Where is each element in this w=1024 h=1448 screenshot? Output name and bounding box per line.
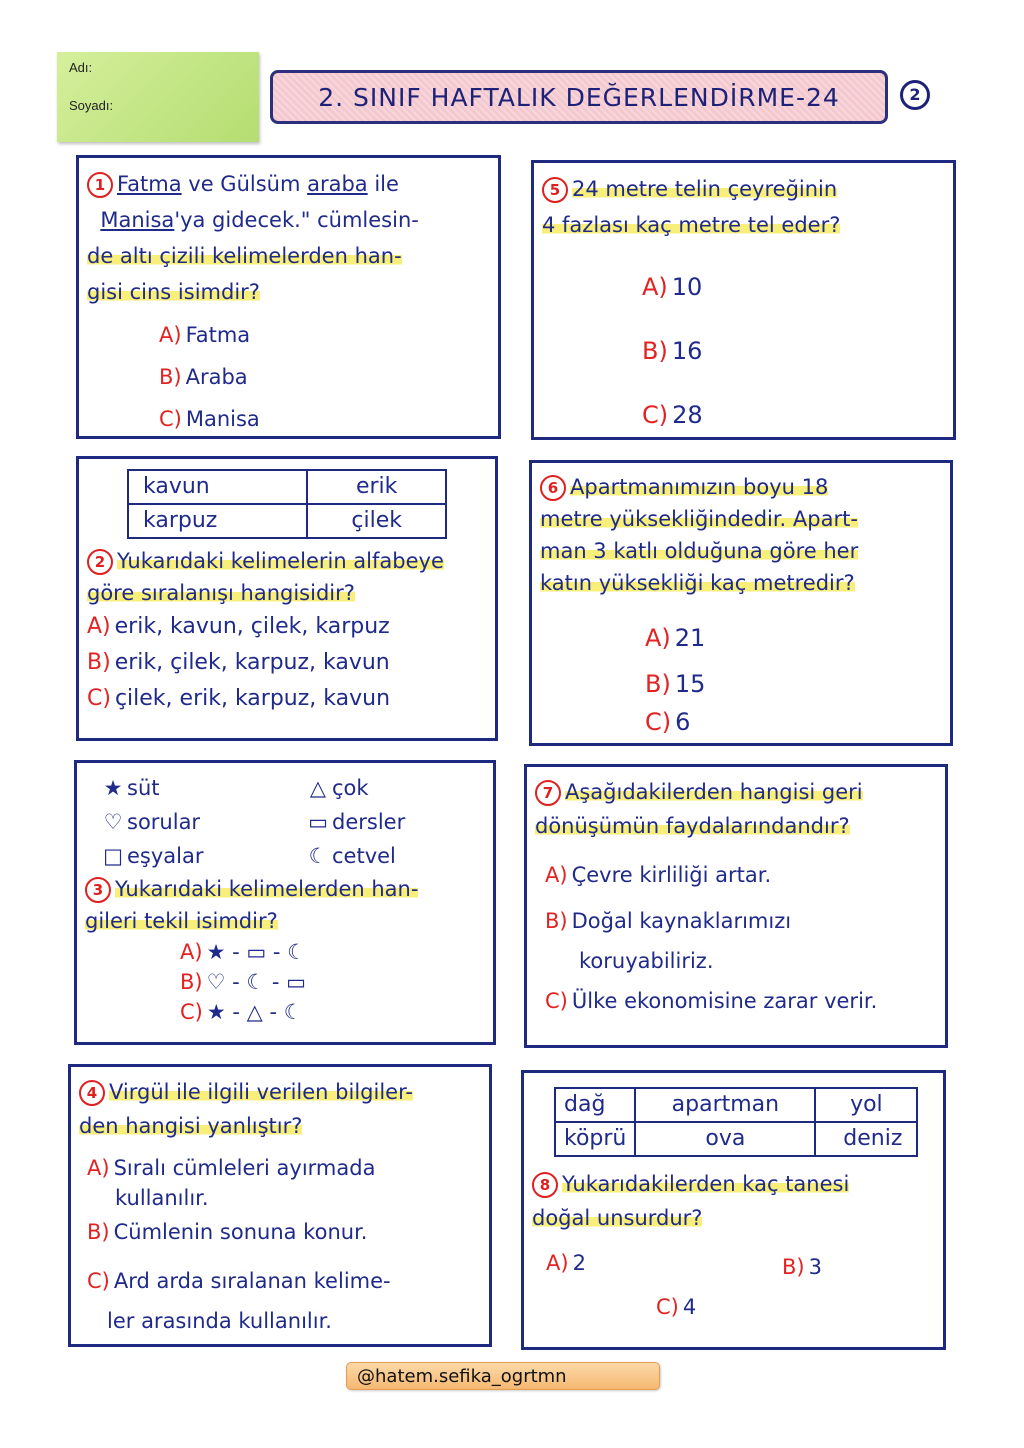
symbol-item — [304, 805, 504, 839]
question-number: 3 — [85, 877, 111, 903]
option-a[interactable] — [545, 855, 937, 895]
option-letter: A) — [180, 940, 203, 964]
triangle-icon: △ — [309, 776, 327, 800]
author-handle: @hatem.sefika_ogrtmn — [357, 1366, 567, 1387]
highlighted-text: gisi cins isimdir? — [87, 280, 260, 304]
option-text: Cümlenin sonuna konur. — [113, 1220, 368, 1244]
option-letter: C) — [645, 708, 672, 736]
star-icon: ★ — [103, 776, 123, 800]
option-b[interactable] — [180, 967, 485, 997]
question-3 — [74, 760, 496, 1045]
option-letter: A) — [87, 1156, 110, 1180]
highlighted-text: dönüşümün faydalarındandır? — [535, 814, 850, 838]
highlighted-text: doğal unsurdur? — [532, 1206, 703, 1230]
option-c[interactable] — [159, 398, 490, 440]
highlighted-text: Yukarıdaki kelimelerden han- — [115, 877, 419, 901]
symbol-word: dersler — [332, 810, 406, 834]
option-letter: C) — [180, 1000, 203, 1024]
option-text: 4 — [682, 1295, 697, 1319]
option-c[interactable] — [545, 981, 937, 1021]
word-table — [554, 1087, 918, 1157]
option-b[interactable] — [782, 1249, 822, 1285]
option-letter: B) — [642, 337, 668, 365]
question-number: 7 — [535, 780, 561, 806]
question-1 — [76, 155, 501, 439]
question-number: 2 — [87, 549, 113, 575]
option-text: Çevre kirliliği artar. — [571, 863, 772, 887]
symbol-word: süt — [127, 776, 160, 800]
option-b[interactable] — [159, 356, 490, 398]
option-text: Doğal kaynaklarımızı — [571, 909, 792, 933]
question-number: 6 — [540, 475, 566, 501]
option-letter: C) — [159, 407, 182, 431]
table-row — [555, 1122, 917, 1156]
symbol-item — [304, 839, 504, 873]
question-6 — [529, 460, 953, 746]
option-letter: C) — [87, 686, 111, 711]
option-text-continued: ler arasında kullanılır. — [107, 1309, 332, 1333]
surname-label: Soyadı: — [69, 98, 114, 113]
option-text: 2 — [572, 1251, 586, 1275]
text: 'ya gidecek." cümlesin- — [174, 208, 419, 232]
option-c[interactable] — [87, 681, 487, 717]
highlighted-text: gileri tekil isimdir? — [85, 909, 278, 933]
table-cell: apartman — [635, 1088, 815, 1122]
option-text-continued: koruyabiliriz. — [579, 949, 714, 973]
option-a[interactable] — [642, 255, 945, 319]
table-cell: yol — [815, 1088, 917, 1122]
highlighted-text: 4 fazlası kaç metre tel eder? — [542, 213, 841, 237]
highlighted-text: Yukarıdaki kelimelerin alfabeye — [117, 549, 444, 573]
option-a[interactable] — [645, 615, 942, 661]
question-4 — [68, 1064, 492, 1347]
rectangle-icon: ▭ — [308, 810, 328, 834]
option-text: erik, çilek, karpuz, kavun — [114, 650, 390, 675]
question-2 — [76, 456, 498, 741]
option-letter: B) — [87, 650, 111, 675]
table-cell: köprü — [555, 1122, 635, 1156]
symbol-item — [99, 805, 304, 839]
highlighted-text: katın yüksekliği kaç metredir? — [540, 571, 855, 595]
table-cell: kavun — [128, 470, 307, 504]
question-2-text — [87, 545, 487, 609]
table-row — [555, 1088, 917, 1122]
option-text: 16 — [671, 337, 703, 365]
table-cell: karpuz — [128, 504, 307, 538]
option-letter: A) — [159, 323, 182, 347]
option-letter: B) — [782, 1255, 805, 1279]
option-letter: C) — [87, 1269, 110, 1293]
question-number: 8 — [532, 1172, 558, 1198]
highlighted-text: de altı çizili kelimelerden han- — [87, 244, 402, 268]
text: ve Gülsüm — [181, 172, 308, 196]
option-text: Manisa — [185, 407, 260, 431]
table-row — [128, 504, 446, 538]
crescent-icon: ☾ — [308, 844, 328, 868]
option-text: Ard arda sıralanan kelime- — [113, 1269, 391, 1293]
question-1-text — [87, 166, 490, 310]
option-letter: C) — [642, 401, 669, 429]
option-letter: A) — [645, 624, 671, 652]
name-label: Adı: — [69, 60, 93, 75]
option-b[interactable] — [87, 645, 487, 681]
table-cell: deniz — [815, 1122, 917, 1156]
table-cell: çilek — [307, 504, 446, 538]
symbol-word: eşyalar — [127, 844, 204, 868]
option-text-continued: kullanılır. — [115, 1186, 209, 1210]
heart-icon: ♡ — [103, 810, 123, 834]
option-letter: A) — [642, 273, 668, 301]
highlighted-text: 24 metre telin çeyreğinin — [572, 177, 838, 201]
question-7 — [524, 764, 948, 1048]
option-text: Ülke ekonomisine zarar verir. — [571, 989, 878, 1013]
question-7-text — [535, 775, 937, 843]
option-text: ★ - ▭ - ☾ — [206, 940, 306, 964]
text: ile — [367, 172, 399, 196]
option-letter: B) — [645, 670, 671, 698]
highlighted-text: man 3 katlı olduğuna göre her — [540, 539, 859, 563]
option-c[interactable] — [656, 1289, 696, 1325]
underlined-word: Fatma — [117, 172, 182, 196]
option-letter: A) — [545, 863, 568, 887]
option-letter: B) — [180, 970, 203, 994]
option-text: ♡ - ☾ - ▭ — [206, 970, 306, 994]
option-a[interactable] — [159, 314, 490, 356]
highlighted-text: den hangisi yanlıştır? — [79, 1114, 303, 1138]
option-text: 10 — [671, 273, 703, 301]
question-number: 1 — [87, 172, 113, 198]
option-text: 28 — [672, 401, 703, 429]
question-number: 5 — [542, 177, 568, 203]
option-b[interactable] — [642, 319, 945, 383]
table-cell: dağ — [555, 1088, 635, 1122]
symbol-word: cetvel — [332, 844, 396, 868]
highlighted-text: Apartmanımızın boyu 18 — [570, 475, 829, 499]
option-text: erik, kavun, çilek, karpuz — [114, 614, 390, 639]
question-3-text — [85, 873, 485, 937]
option-c[interactable] — [645, 707, 942, 737]
option-b[interactable] — [87, 1217, 481, 1247]
option-text: Sıralı cümleleri ayırmada — [113, 1156, 376, 1180]
option-c[interactable] — [87, 1261, 481, 1341]
option-c[interactable] — [180, 997, 485, 1027]
option-b[interactable] — [645, 661, 942, 707]
question-4-text — [79, 1075, 481, 1143]
option-text: 3 — [808, 1255, 822, 1279]
option-text: 6 — [675, 708, 691, 736]
symbol-item — [304, 771, 504, 805]
option-c[interactable] — [642, 383, 945, 447]
option-letter: B) — [545, 909, 568, 933]
table-row — [128, 470, 446, 504]
highlighted-text: Aşağıdakilerden hangisi geri — [565, 780, 863, 804]
option-text: Fatma — [185, 323, 251, 347]
question-5-text — [542, 171, 945, 243]
question-6-text — [540, 471, 942, 599]
word-table — [127, 469, 447, 539]
option-text: Araba — [185, 365, 248, 389]
option-letter: A) — [546, 1251, 569, 1275]
underlined-word: araba — [307, 172, 368, 196]
option-a[interactable] — [180, 937, 485, 967]
highlighted-text: metre yüksekliğindedir. Apart- — [540, 507, 858, 531]
symbol-item — [99, 839, 304, 873]
square-icon: □ — [103, 844, 123, 868]
page-number-badge: 2 — [900, 80, 930, 110]
highlighted-text: Virgül ile ilgili verilen bilgiler- — [109, 1080, 413, 1104]
option-letter: C) — [545, 989, 568, 1013]
question-8-text — [532, 1167, 935, 1235]
question-8 — [521, 1070, 946, 1350]
name-card — [57, 52, 259, 142]
worksheet-title — [270, 70, 888, 124]
table-cell: erik — [307, 470, 446, 504]
highlighted-text: göre sıralanışı hangisidir? — [87, 581, 355, 605]
option-text: çilek, erik, karpuz, kavun — [114, 686, 391, 711]
option-b[interactable] — [545, 901, 937, 981]
title-text: 2. SINIF HAFTALIK DEĞERLENDİRME-24 — [318, 82, 840, 112]
option-letter: C) — [656, 1295, 679, 1319]
option-letter: B) — [87, 1220, 110, 1244]
option-a[interactable] — [546, 1245, 586, 1281]
option-text: 15 — [674, 670, 706, 698]
option-a[interactable] — [87, 609, 487, 645]
author-handle-tag — [346, 1362, 660, 1390]
question-5 — [531, 160, 956, 440]
symbol-word: çok — [332, 776, 369, 800]
highlighted-text: Yukarıdakilerden kaç tanesi — [562, 1172, 850, 1196]
option-letter: A) — [87, 614, 111, 639]
option-text: 21 — [674, 624, 706, 652]
symbol-list — [85, 771, 485, 873]
option-letter: B) — [159, 365, 182, 389]
underlined-word: Manisa — [100, 208, 175, 232]
question-number: 4 — [79, 1080, 105, 1106]
table-cell: ova — [635, 1122, 815, 1156]
symbol-item — [99, 771, 304, 805]
symbol-word: sorular — [127, 810, 201, 834]
option-a[interactable] — [87, 1153, 481, 1213]
option-text: ★ - △ - ☾ — [206, 1000, 303, 1024]
